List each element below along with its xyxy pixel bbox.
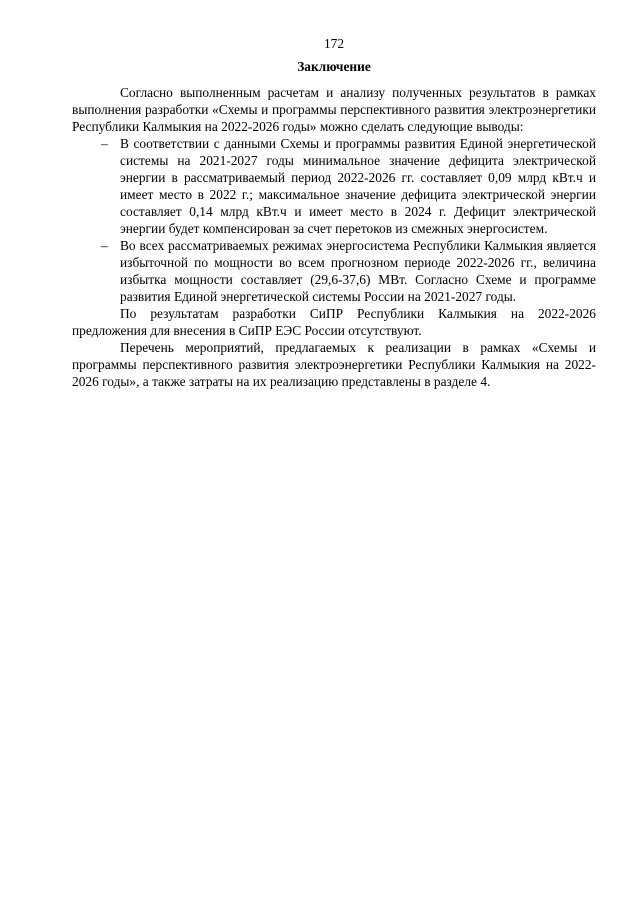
list-item: [72, 135, 596, 237]
conclusions-list: [72, 135, 596, 305]
page-number: 172: [323, 36, 345, 51]
proposals-paragraph: По результатам разработки СиПР Республики Калмыкия на 2022-2026 предложения для внесения в СиПР ЕЭС России отсутствуют.: [72, 306, 596, 338]
bullet-dash: –: [101, 238, 108, 253]
bullet-dash: –: [101, 136, 108, 151]
document-page: [72, 36, 596, 390]
intro-paragraph: Согласно выполненным расчетам и анализу полученных результатов в рамках выполнения разработки «Схемы и программы перспективного развития электроэнергетики Республики Калмыкия на 2022-2026 годы» можно сделать следующие выводы:: [72, 85, 596, 134]
list-item: [72, 237, 596, 305]
measures-paragraph: Перечень мероприятий, предлагаемых к реализации в рамках «Схемы и программы перспективного развития электроэнергетики Республики Калмыкия на 2022-2026 годы», а также затраты на их реализацию представлены в разделе 4.: [72, 340, 596, 389]
section-heading: Заключение: [297, 59, 371, 74]
list-item-text: Во всех рассматриваемых режимах энергосистема Республики Калмыкия является избыточной по мощности во всем прогнозном периоде 2022-2026 гг., величина избытка мощности составляет (29,6-37,6) МВт. Согласно Схеме и программе развития Единой энергетической системы России на 2021-2027 годы.: [120, 238, 596, 304]
list-item-text: В соответствии с данными Схемы и программы развития Единой энергетической системы на 2021-2027 годы минимальное значение дефицита электрической энергии в рассматриваемый период 2022-2026 гг. составляет 0,09 млрд кВт.ч и имеет место в 2022 г.; максимальное значение дефицита электрической энергии составляет 0,14 млрд кВт.ч и имеет место в 2024 г. Дефицит электрической энергии будет компенсирован за счет перетоков из смежных энергосистем.: [120, 136, 596, 236]
